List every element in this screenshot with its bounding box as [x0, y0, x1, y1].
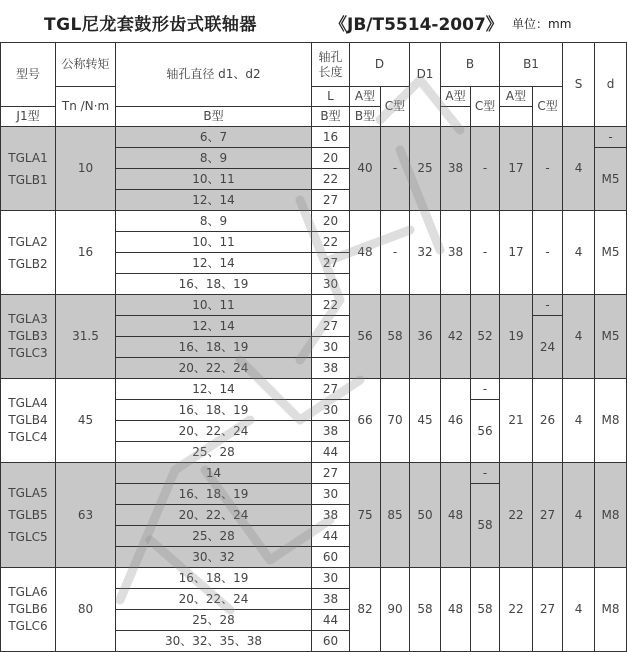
hdr-hub-length — [312, 43, 350, 87]
D-c-value: 58 — [381, 295, 410, 379]
bore-value: 8、9 — [116, 148, 312, 169]
B-c-value: 58 — [471, 484, 500, 568]
model-name: TGLA1 — [8, 150, 48, 165]
length-value: 27 — [312, 463, 350, 484]
D-c-value: - — [381, 211, 410, 295]
B1-ab-value: 17 — [500, 211, 533, 295]
B-c-value: - — [471, 211, 500, 295]
B-c-value: 58 — [471, 568, 500, 652]
hdr-d: d — [595, 43, 627, 127]
bore-value: 16、18、19 — [116, 337, 312, 358]
B1-ab-value: 21 — [500, 379, 533, 463]
D-c-value: - — [381, 127, 410, 211]
model-name: TGLB5 — [8, 508, 48, 522]
unit-label: 单位：mm — [512, 17, 572, 31]
standard-code: 《JB/T5514-2007》 — [330, 15, 503, 35]
length-value: 27 — [312, 316, 350, 337]
torque-value: 10 — [56, 127, 116, 211]
D-ab-value: 40 — [350, 127, 381, 211]
model-name: TGLB2 — [8, 256, 48, 271]
bore-value: 20、22、24 — [116, 505, 312, 526]
D-ab-value: 82 — [350, 568, 381, 652]
model-name: TGLC5 — [8, 530, 48, 544]
torque-value: 31.5 — [56, 295, 116, 379]
bore-value: 25、28 — [116, 610, 312, 631]
S-value: 4 — [563, 295, 595, 379]
S-value: 4 — [563, 379, 595, 463]
bore-value: 12、14 — [116, 316, 312, 337]
B1-ab-value: 17 — [500, 127, 533, 211]
hdr-D-B: B型 — [116, 107, 312, 127]
hdr-B-B: B型 — [312, 107, 350, 127]
D-c-value: 90 — [381, 568, 410, 652]
hdr-S: S — [563, 43, 595, 127]
hdr-B1: B1 — [500, 43, 563, 87]
title-bar — [0, 0, 627, 42]
length-value: 22 — [312, 169, 350, 190]
torque-value: 63 — [56, 463, 116, 568]
D1-value: 25 — [410, 127, 441, 211]
bore-value: 14 — [116, 463, 312, 484]
B-ab-value: 48 — [441, 463, 471, 568]
hdr-hub-L: L — [312, 87, 350, 107]
model-name: TGLB1 — [8, 172, 48, 187]
bore-value: 30、32、35、38 — [116, 631, 312, 652]
model-name: TGLA3 — [8, 312, 48, 326]
B-ab-value: 38 — [441, 211, 471, 295]
B-c-top-value: - — [471, 463, 500, 484]
d-value: M8 — [595, 379, 627, 463]
model-cell — [1, 295, 56, 379]
bore-value: 10、11 — [116, 232, 312, 253]
hdr-B1-B: B型 — [350, 107, 381, 127]
torque-value: 16 — [56, 211, 116, 295]
length-value: 44 — [312, 526, 350, 547]
d-value: M8 — [595, 463, 627, 568]
D1-value: 32 — [410, 211, 441, 295]
length-value: 20 — [312, 211, 350, 232]
bore-value: 16、18、19 — [116, 274, 312, 295]
S-value: 4 — [563, 463, 595, 568]
hdr-B-C: C型 — [471, 87, 500, 127]
B-ab-value: 48 — [441, 568, 471, 652]
bore-value: 30、32 — [116, 547, 312, 568]
B1-ab-value: 22 — [500, 463, 533, 568]
B1-c-value: 27 — [533, 568, 563, 652]
D1-value: 50 — [410, 463, 441, 568]
length-value: 44 — [312, 610, 350, 631]
model-cell — [1, 568, 56, 652]
B1-c-value: 26 — [533, 379, 563, 463]
length-value: 38 — [312, 358, 350, 379]
B1-c-value: 27 — [533, 463, 563, 568]
model-name: TGLA5 — [8, 486, 48, 500]
bore-value: 12、14 — [116, 379, 312, 400]
bore-value: 12、14 — [116, 190, 312, 211]
length-value: 30 — [312, 337, 350, 358]
bore-value: 10、11 — [116, 169, 312, 190]
length-value: 27 — [312, 253, 350, 274]
D1-value: 45 — [410, 379, 441, 463]
length-value: 38 — [312, 421, 350, 442]
D1-value: 36 — [410, 295, 441, 379]
d-value: M8 — [595, 568, 627, 652]
hdr-D-A: A型 — [350, 87, 381, 107]
B1-c-value: 24 — [533, 316, 563, 379]
length-value: 38 — [312, 505, 350, 526]
length-value: 44 — [312, 442, 350, 463]
length-value: 16 — [312, 127, 350, 148]
d-value: M5 — [595, 211, 627, 295]
S-value: 4 — [563, 568, 595, 652]
d-top-value: - — [595, 127, 627, 148]
length-value: 60 — [312, 631, 350, 652]
hdr-torque-unit: Tn /N·m — [56, 87, 116, 127]
D-ab-value: 56 — [350, 295, 381, 379]
length-value: 30 — [312, 274, 350, 295]
D-ab-value: 75 — [350, 463, 381, 568]
B-c-top-value: - — [471, 379, 500, 400]
B-ab-value: 46 — [441, 379, 471, 463]
bore-value: 16、18、19 — [116, 400, 312, 421]
B-c-value: 56 — [471, 400, 500, 463]
model-name: TGLC4 — [8, 430, 48, 444]
bore-value: 16、18、19 — [116, 484, 312, 505]
length-value: 27 — [312, 190, 350, 211]
B-ab-value: 42 — [441, 295, 471, 379]
model-name: TGLC3 — [8, 346, 48, 360]
bore-value: 16、18、19 — [116, 568, 312, 589]
bore-value: 10、11 — [116, 295, 312, 316]
B1-c-top-value: - — [533, 295, 563, 316]
S-value: 4 — [563, 127, 595, 211]
spec-table — [0, 42, 627, 652]
hdr-D1: D1 — [410, 43, 441, 127]
hdr-torque: 公称转矩 — [56, 43, 116, 87]
d-value: M5 — [595, 148, 627, 211]
D-ab-value: 66 — [350, 379, 381, 463]
B-c-value: - — [471, 127, 500, 211]
torque-value: 45 — [56, 379, 116, 463]
model-cell — [1, 379, 56, 463]
B1-c-value: - — [533, 127, 563, 211]
bore-value: 25、28 — [116, 526, 312, 547]
D-c-value: 85 — [381, 463, 410, 568]
hdr-hub-length-text: 轴孔长度 — [318, 49, 343, 79]
d-value: M5 — [595, 295, 627, 379]
hdr-B-A: A型 — [441, 87, 471, 107]
bore-value: 20、22、24 — [116, 421, 312, 442]
length-value: 30 — [312, 400, 350, 421]
bore-value: 12、14 — [116, 253, 312, 274]
S-value: 4 — [563, 211, 595, 295]
B-c-value: 52 — [471, 295, 500, 379]
length-value: 60 — [312, 547, 350, 568]
model-cell — [1, 463, 56, 568]
bore-value: 25、28 — [116, 442, 312, 463]
model-name: TGLA6 — [8, 585, 48, 599]
bore-value: 20、22、24 — [116, 358, 312, 379]
hdr-hub-J1: J1型 — [1, 107, 56, 127]
length-value: 22 — [312, 295, 350, 316]
hdr-bore: 轴孔直径 d1、d2 — [116, 43, 312, 107]
B1-ab-value: 22 — [500, 568, 533, 652]
B1-ab-value: 19 — [500, 295, 533, 379]
page-title: TGL尼龙套鼓形齿式联轴器 — [44, 15, 257, 35]
model-cell — [1, 127, 56, 211]
bore-value: 8、9 — [116, 211, 312, 232]
model-name: TGLB6 — [8, 602, 48, 616]
bore-value: 20、22、24 — [116, 589, 312, 610]
model-cell — [1, 211, 56, 295]
D-c-value: 70 — [381, 379, 410, 463]
model-name: TGLA2 — [8, 234, 48, 249]
hdr-D: D — [350, 43, 410, 87]
model-name: TGLB4 — [8, 413, 48, 427]
length-value: 27 — [312, 379, 350, 400]
hdr-B: B — [441, 43, 500, 87]
length-value: 30 — [312, 568, 350, 589]
hdr-model: 型号 — [1, 43, 56, 107]
length-value: 20 — [312, 148, 350, 169]
bore-value: 6、7 — [116, 127, 312, 148]
D-ab-value: 48 — [350, 211, 381, 295]
model-name: TGLA4 — [8, 396, 48, 410]
length-value: 22 — [312, 232, 350, 253]
torque-value: 80 — [56, 568, 116, 652]
B-ab-value: 38 — [441, 127, 471, 211]
hdr-D-C: C型 — [381, 87, 410, 127]
D1-value: 58 — [410, 568, 441, 652]
hdr-B1-C: C型 — [533, 87, 563, 127]
hdr-B1-A: A型 — [500, 87, 533, 107]
B1-c-value: - — [533, 211, 563, 295]
length-value: 30 — [312, 484, 350, 505]
model-name: TGLB3 — [8, 329, 48, 343]
length-value: 38 — [312, 589, 350, 610]
model-name: TGLC6 — [8, 619, 48, 633]
